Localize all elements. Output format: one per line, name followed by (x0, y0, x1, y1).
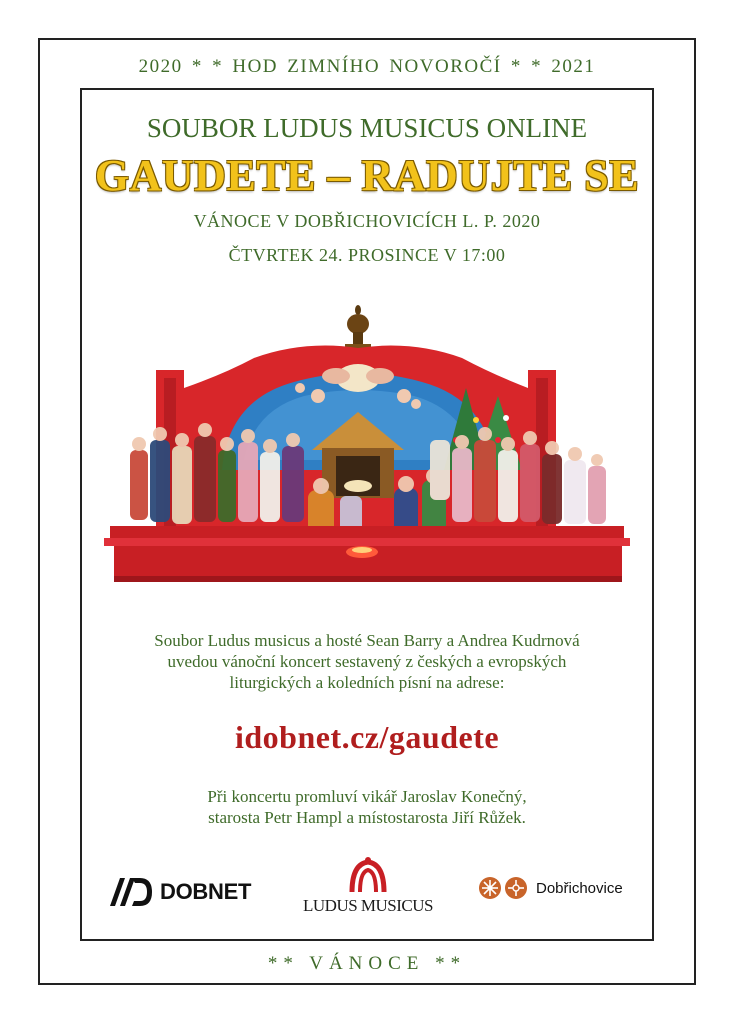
concert-title: GAUDETE – RADUJTE SE (94, 151, 640, 200)
description-line: uvedou vánoční koncert sestavený z českých a evropských (167, 652, 567, 671)
description-line: liturgických a koledních písní na adrese: (229, 673, 505, 692)
speakers-note (82, 786, 652, 828)
nativity-scene-image (104, 300, 630, 586)
dobnet-mark-icon (108, 874, 154, 910)
ensemble-heading: SOUBOR LUDUS MUSICUS ONLINE (146, 113, 588, 143)
dobrichovice-logo-text: Dobřichovice (536, 879, 623, 897)
dobnet-logo-text: DOBNET (160, 879, 252, 904)
concert-description (82, 630, 652, 693)
ludus-musicus-logo (288, 852, 448, 922)
ludus-logo-text: LUDUS MUSICUS (303, 896, 433, 915)
bottom-banner: ** VÁNOCE ** (267, 953, 467, 974)
dobnet-logo (108, 872, 251, 912)
event-datetime: ČTVRTEK 24. PROSINCE V 17:00 (228, 245, 506, 265)
top-banner: 2020 * * HOD ZIMNÍHO NOVOROČÍ * * 2021 (138, 56, 596, 77)
ludus-mark-icon (288, 852, 448, 898)
concert-url-link[interactable]: idobnet.cz/gaudete (234, 719, 500, 755)
event-subtitle: VÁNOCE V DOBŘICHOVICÍCH L. P. 2020 (193, 211, 541, 231)
dobrichovice-logo (478, 874, 623, 902)
speakers-line: starosta Petr Hampl a místostarosta Jiří Růžek. (208, 808, 526, 827)
dobrichovice-emblem-icon (478, 875, 530, 901)
speakers-line: Při koncertu promluví vikář Jaroslav Konečný, (207, 787, 527, 806)
description-line: Soubor Ludus musicus a hosté Sean Barry a Andrea Kudrnová (154, 631, 580, 650)
